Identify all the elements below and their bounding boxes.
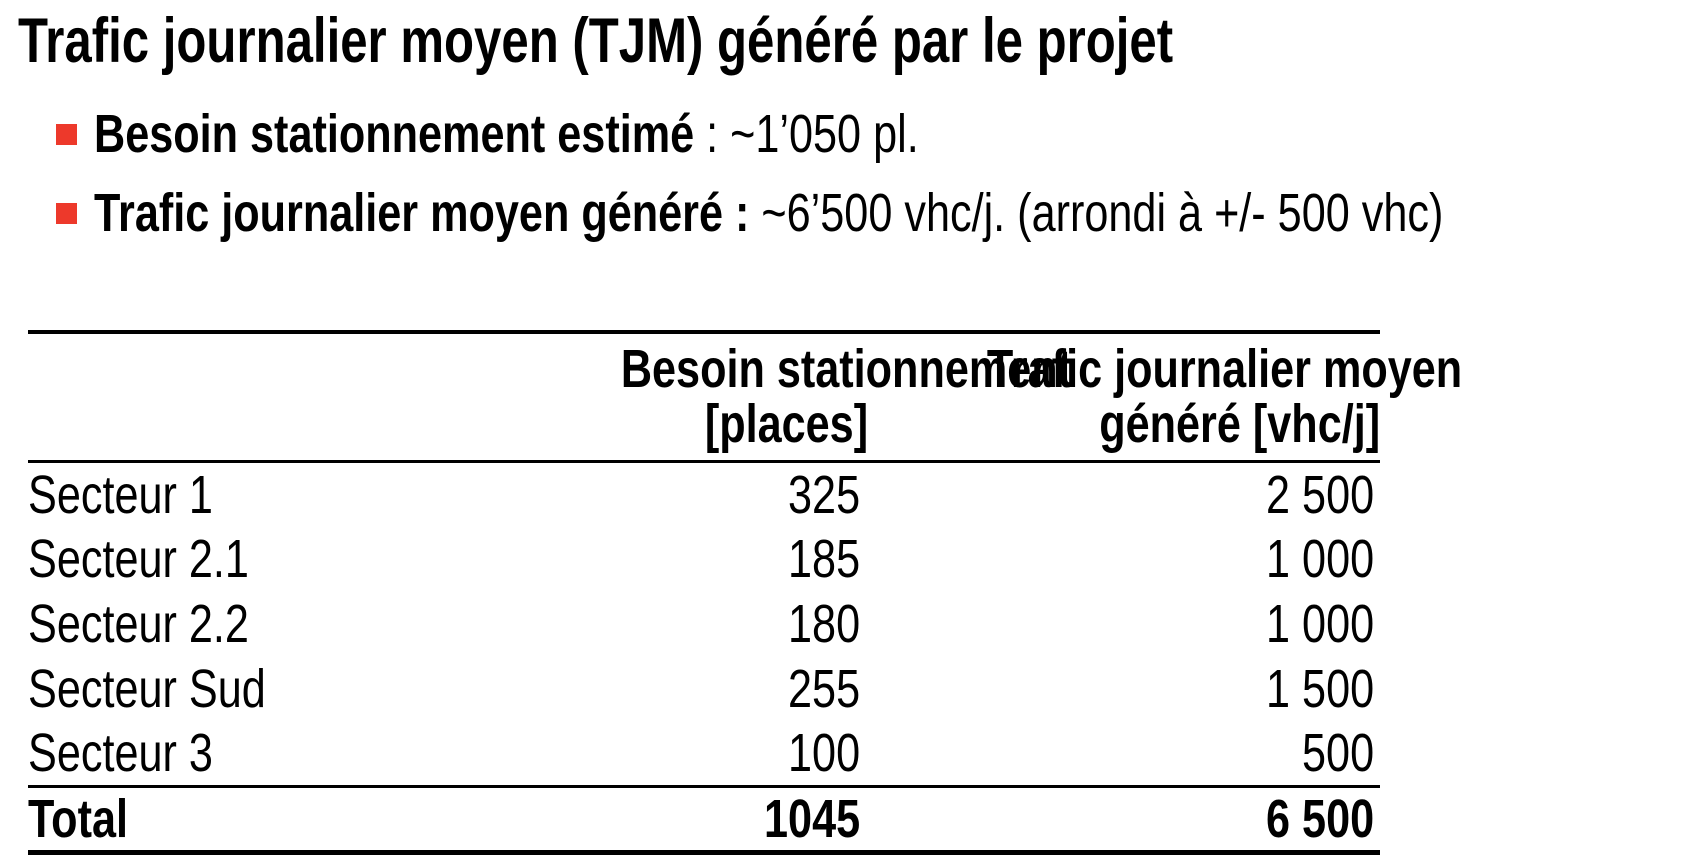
page-title [18,8,1499,74]
bullet-list [56,102,1688,260]
table-row-secteur-1 [28,462,1380,527]
table-row-secteur-3 [28,722,1380,787]
row-label: Secteur 2.1 [28,529,249,589]
bullet-bold-text: Besoin stationnement estimé [94,104,695,164]
bullet-text [94,183,1688,243]
row-tjm-value: 1 000 [1265,529,1374,589]
header-tjm-line1: Trafic journalier moyen [986,339,1463,399]
header-empty-cell [28,332,508,462]
table-header [28,332,1463,462]
row-tjm-value: 500 [1301,723,1374,784]
tjm-table [28,330,1463,855]
row-places-value: 185 [787,529,860,589]
total-tjm-value: 6 500 [1265,789,1374,849]
bullet-rest-text: : ~1’050 pl. [694,104,919,164]
total-label: Total [28,789,128,849]
row-places-value: 325 [787,464,860,525]
row-places-value: 100 [787,723,860,784]
bullet-bold-text: Trafic journalier moyen généré : [94,183,750,243]
table-body [28,462,1380,853]
total-places-value: 1045 [763,789,860,849]
table-row-secteur-sud [28,657,1380,722]
table-row-total [28,787,1380,853]
red-square-bullet-icon [56,124,77,145]
red-square-bullet-icon [56,203,77,224]
table-row-secteur-2-1 [28,527,1380,592]
header-places-line2: [places] [704,394,868,454]
bullet-text [94,104,1125,164]
header-tjm-line2: généré [vhc/j] [1099,394,1380,454]
row-places-value: 180 [787,594,860,654]
bullet-item-daily-traffic [56,181,1688,245]
bullet-item-parking-need [56,102,1688,166]
bullet-rest-text: ~6’500 vhc/j. (arrondi à +/- 500 vhc) [749,183,1444,243]
table-row-secteur-2-2 [28,592,1380,657]
row-tjm-value: 1 500 [1265,659,1374,719]
row-label: Secteur Sud [28,659,266,719]
row-tjm-value: 2 500 [1265,464,1374,525]
header-places-line1: Besoin stationnement [620,339,1073,399]
row-places-value: 255 [787,659,860,719]
row-label: Secteur 1 [28,464,213,525]
header-places [508,332,1073,462]
row-tjm-value: 1 000 [1265,594,1374,654]
page-title-text: Trafic journalier moyen (TJM) généré par le projet [18,6,1174,76]
row-label: Secteur 2.2 [28,594,249,654]
row-label: Secteur 3 [28,723,213,784]
table-header-row [28,332,1380,462]
